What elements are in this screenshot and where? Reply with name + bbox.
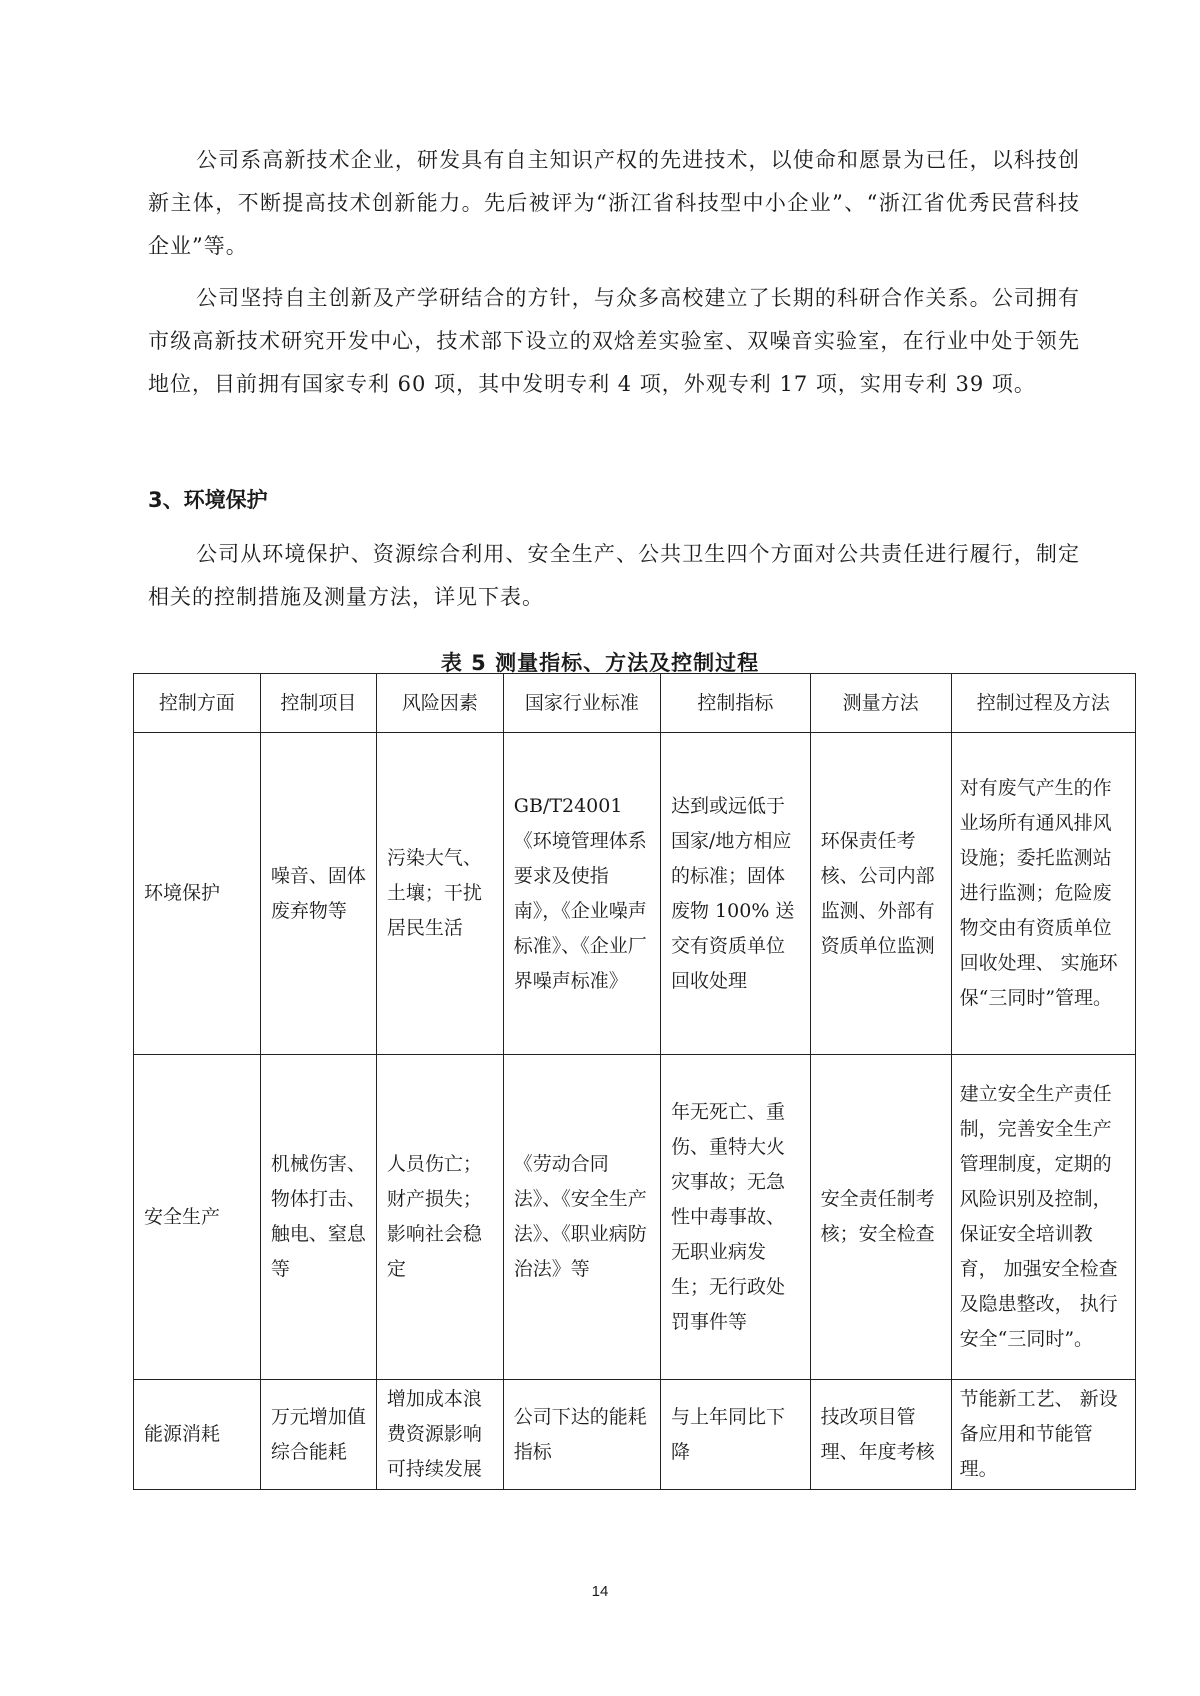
table-cell: 年无死亡、重伤、重特大火灾事故；无急性中毒事故、无职业病发生；无行政处罚事件等 (661, 1055, 811, 1380)
table-row (134, 1380, 1136, 1490)
table-row (134, 733, 1136, 1055)
table-cell: 建立安全生产责任制，完善安全生产管理制度，定期的风险识别及控制，保证安全培训教育， 加强安全检查及隐患整改， 执行安全“三同时”。 (951, 1055, 1135, 1380)
table-cell: 对有废气产生的作业场所有通风排风设施；委托监测站进行监测；危险废物交由有资质单位回收处理、 实施环保“三同时”管理。 (951, 733, 1135, 1055)
table-cell: GB/T24001《环境管理体系要求及使指南》，《企业噪声标准》、《企业厂界噪声标准》 (503, 733, 660, 1055)
table-header-row (134, 674, 1136, 733)
intro-paragraph: 公司从环境保护、资源综合利用、安全生产、公共卫生四个方面对公共责任进行履行，制定相关的控制措施及测量方法，详见下表。 (148, 542, 1080, 609)
table-cell: 安全责任制考核；安全检查 (810, 1055, 951, 1380)
measurement-table (133, 673, 1136, 1490)
table-cell: 与上年同比下降 (661, 1380, 811, 1490)
table-cell: 公司下达的能耗指标 (503, 1380, 660, 1490)
column-header: 控制过程及方法 (951, 674, 1135, 733)
table-row (134, 1055, 1136, 1380)
column-header: 控制方面 (134, 674, 261, 733)
table-cell: 环保责任考核、公司内部监测、外部有资质单位监测 (810, 733, 951, 1055)
table-cell: 机械伤害、物体打击、触电、窒息等 (260, 1055, 376, 1380)
table-cell: 节能新工艺、 新设备应用和节能管理。 (951, 1380, 1135, 1490)
table-cell: 万元增加值综合能耗 (260, 1380, 376, 1490)
section-heading: 3、环境保护 (148, 488, 268, 512)
table-cell: 达到或远低于国家/地方相应的标准；固体废物 100% 送交有资质单位回收处理 (661, 733, 811, 1055)
table-cell: 噪音、固体废弃物等 (260, 733, 376, 1055)
table-caption: 表 5 测量指标、方法及控制过程 (440, 651, 760, 675)
body-paragraph: 公司坚持自主创新及产学研结合的方针，与众多高校建立了长期的科研合作关系。公司拥有市级高新技术研究开发中心，技术部下设立的双焓差实验室、双噪音实验室，在行业中处于领先地位，目前拥有国家专利 60 项，其中发明专利 4 项，外观专利 17 项，实用专利 39 项。 (148, 286, 1080, 396)
table-cell: 人员伤亡；财产损失；影响社会稳定 (376, 1055, 503, 1380)
table-cell: 能源消耗 (134, 1380, 261, 1490)
table-cell: 《劳动合同法》、《安全生产法》、《职业病防治法》等 (503, 1055, 660, 1380)
column-header: 测量方法 (810, 674, 951, 733)
table-cell: 安全生产 (134, 1055, 261, 1380)
body-paragraph: 公司系高新技术企业，研发具有自主知识产权的先进技术，以使命和愿景为已任，以科技创新主体，不断提高技术创新能力。先后被评为“浙江省科技型中小企业”、“浙江省优秀民营科技企业”等。 (148, 148, 1080, 258)
table-cell: 增加成本浪费资源影响可持续发展 (376, 1380, 503, 1490)
column-header: 国家行业标准 (503, 674, 660, 733)
column-header: 风险因素 (376, 674, 503, 733)
page-number: 14 (591, 1583, 609, 1600)
column-header: 控制项目 (260, 674, 376, 733)
table-cell: 污染大气、土壤；干扰居民生活 (376, 733, 503, 1055)
table-cell: 技改项目管理、年度考核 (810, 1380, 951, 1490)
table-cell: 环境保护 (134, 733, 261, 1055)
column-header: 控制指标 (661, 674, 811, 733)
